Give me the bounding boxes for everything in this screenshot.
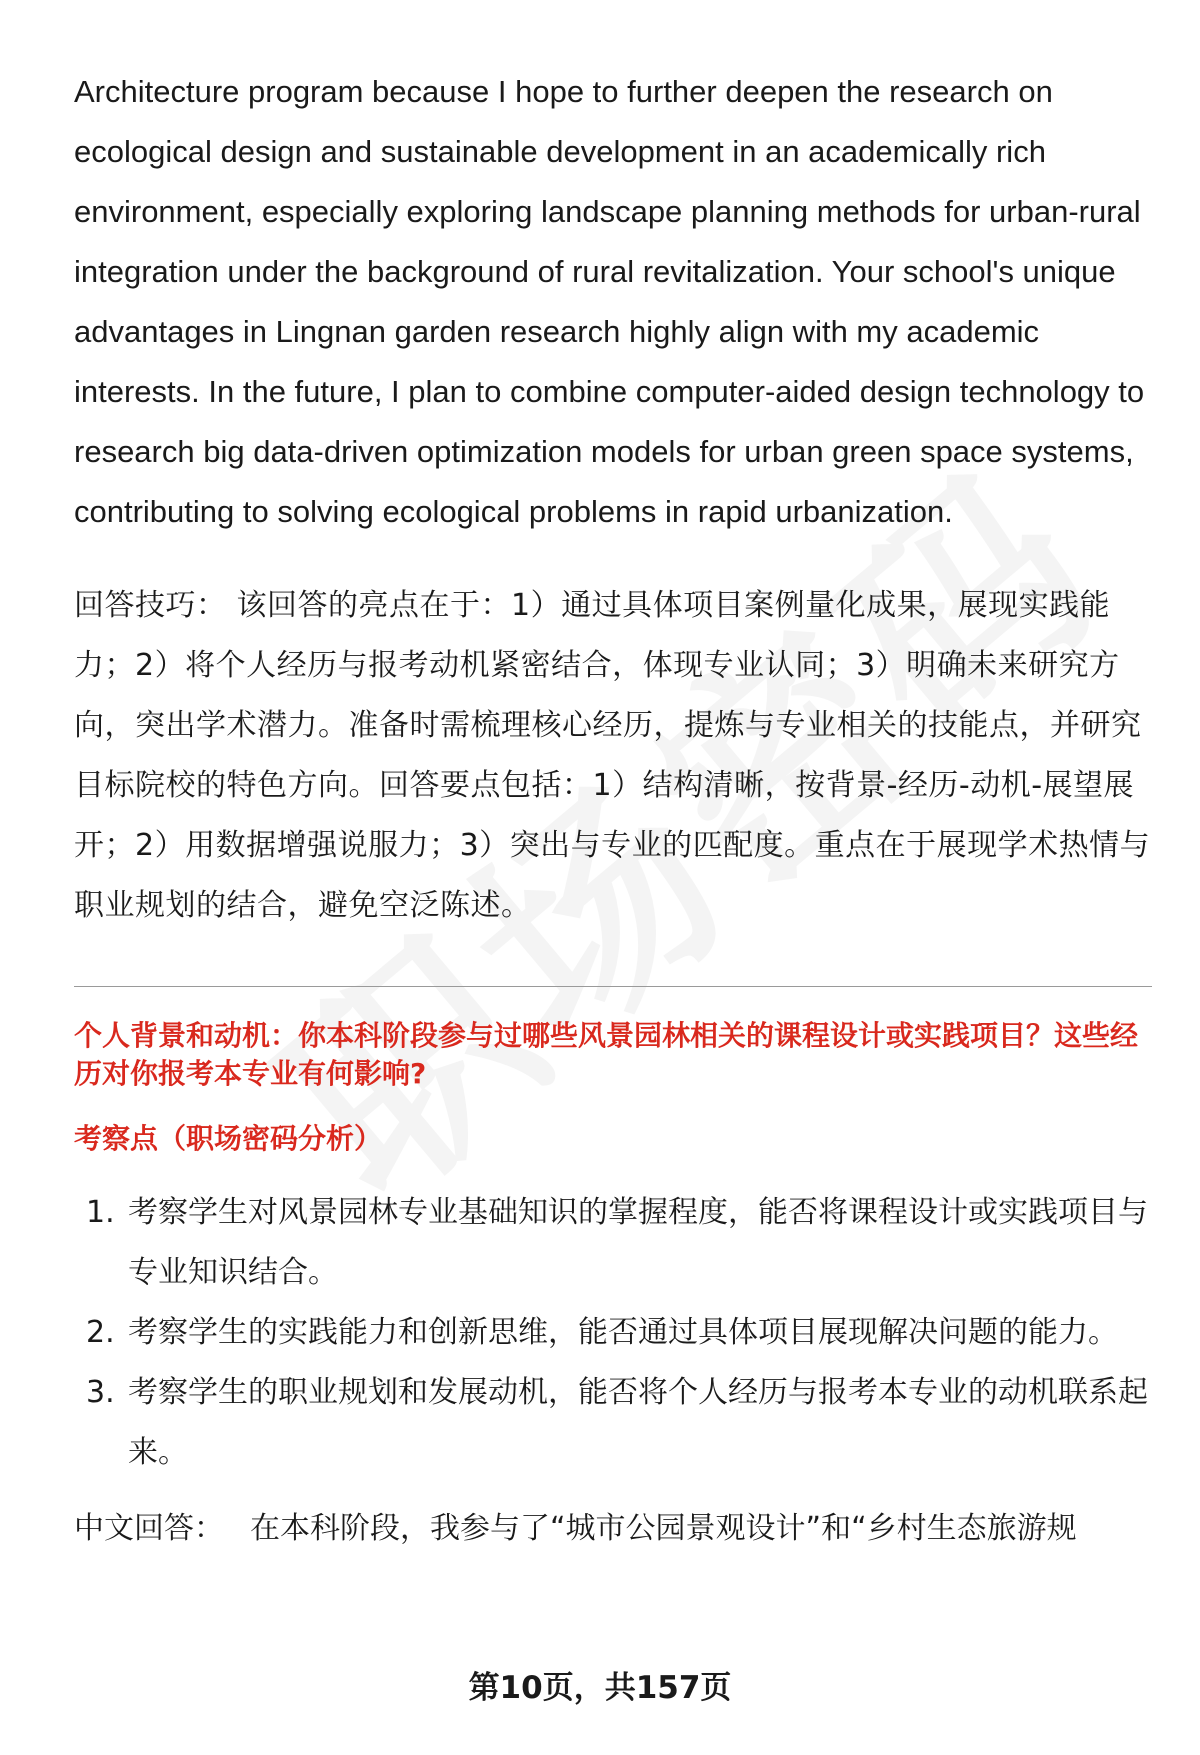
chinese-answer: [74, 1499, 1152, 1559]
list-item: [74, 1303, 1152, 1363]
exam-points-list: [74, 1183, 1152, 1483]
answer-text: 在本科阶段，我参与了“城市公园景观设计”和“乡村生态旅游规: [250, 1511, 1077, 1546]
list-number: 3.: [86, 1375, 115, 1410]
page-content: [74, 62, 1152, 1559]
tips-paragraph: 回答技巧： 该回答的亮点在于：1）通过具体项目案例量化成果，展现实践能力；2）将个人经历与报考动机紧密结合，体现专业认同；3）明确未来研究方向，突出学术潜力。准备时需梳理核心经历，提炼与专业相关的技能点，并研究目标院校的特色方向。回答要点包括：1）结构清晰，按背景-经历-动机-展望展开；2）用数据增强说服力；3）突出与专业的匹配度。重点在于展现学术热情与职业规划的结合，避免空泛陈述。: [74, 588, 1151, 923]
list-item: [74, 1363, 1152, 1483]
list-item-text: 考察学生的职业规划和发展动机，能否将个人经历与报考本专业的动机联系起来。: [128, 1375, 1148, 1470]
question-heading: 个人背景和动机：你本科阶段参与过哪些风景园林相关的课程设计或实践项目？这些经历对你报考本专业有何影响?: [74, 1019, 1139, 1090]
page-number: 第10页，共157页: [468, 1670, 732, 1706]
list-item: [74, 1183, 1152, 1303]
list-item-text: 考察学生对风景园林专业基础知识的掌握程度，能否将课程设计或实践项目与专业知识结合。: [128, 1195, 1148, 1290]
exam-points-heading: 考察点（职场密码分析）: [74, 1122, 383, 1155]
section-divider: [74, 986, 1152, 987]
answer-label: 中文回答：: [74, 1511, 224, 1546]
list-item-text: 考察学生的实践能力和创新思维，能否通过具体项目展现解决问题的能力。: [128, 1315, 1118, 1350]
list-number: 1.: [86, 1195, 115, 1230]
intro-paragraph: Architecture program because I hope to further deepen the research on ecological design and sustainable development in an academically rich environment, especially exploring landscape planning methods for urban-rural integration under the background of rural revitalization. Your school's unique advantages in Lingnan garden research highly align with my academic interests. In the future, I plan to combine computer-aided design technology to research big data-driven optimization models for urban green space systems, contributing to solving ecological problems in rapid urbanization.: [74, 74, 1145, 529]
list-number: 2.: [86, 1315, 115, 1350]
